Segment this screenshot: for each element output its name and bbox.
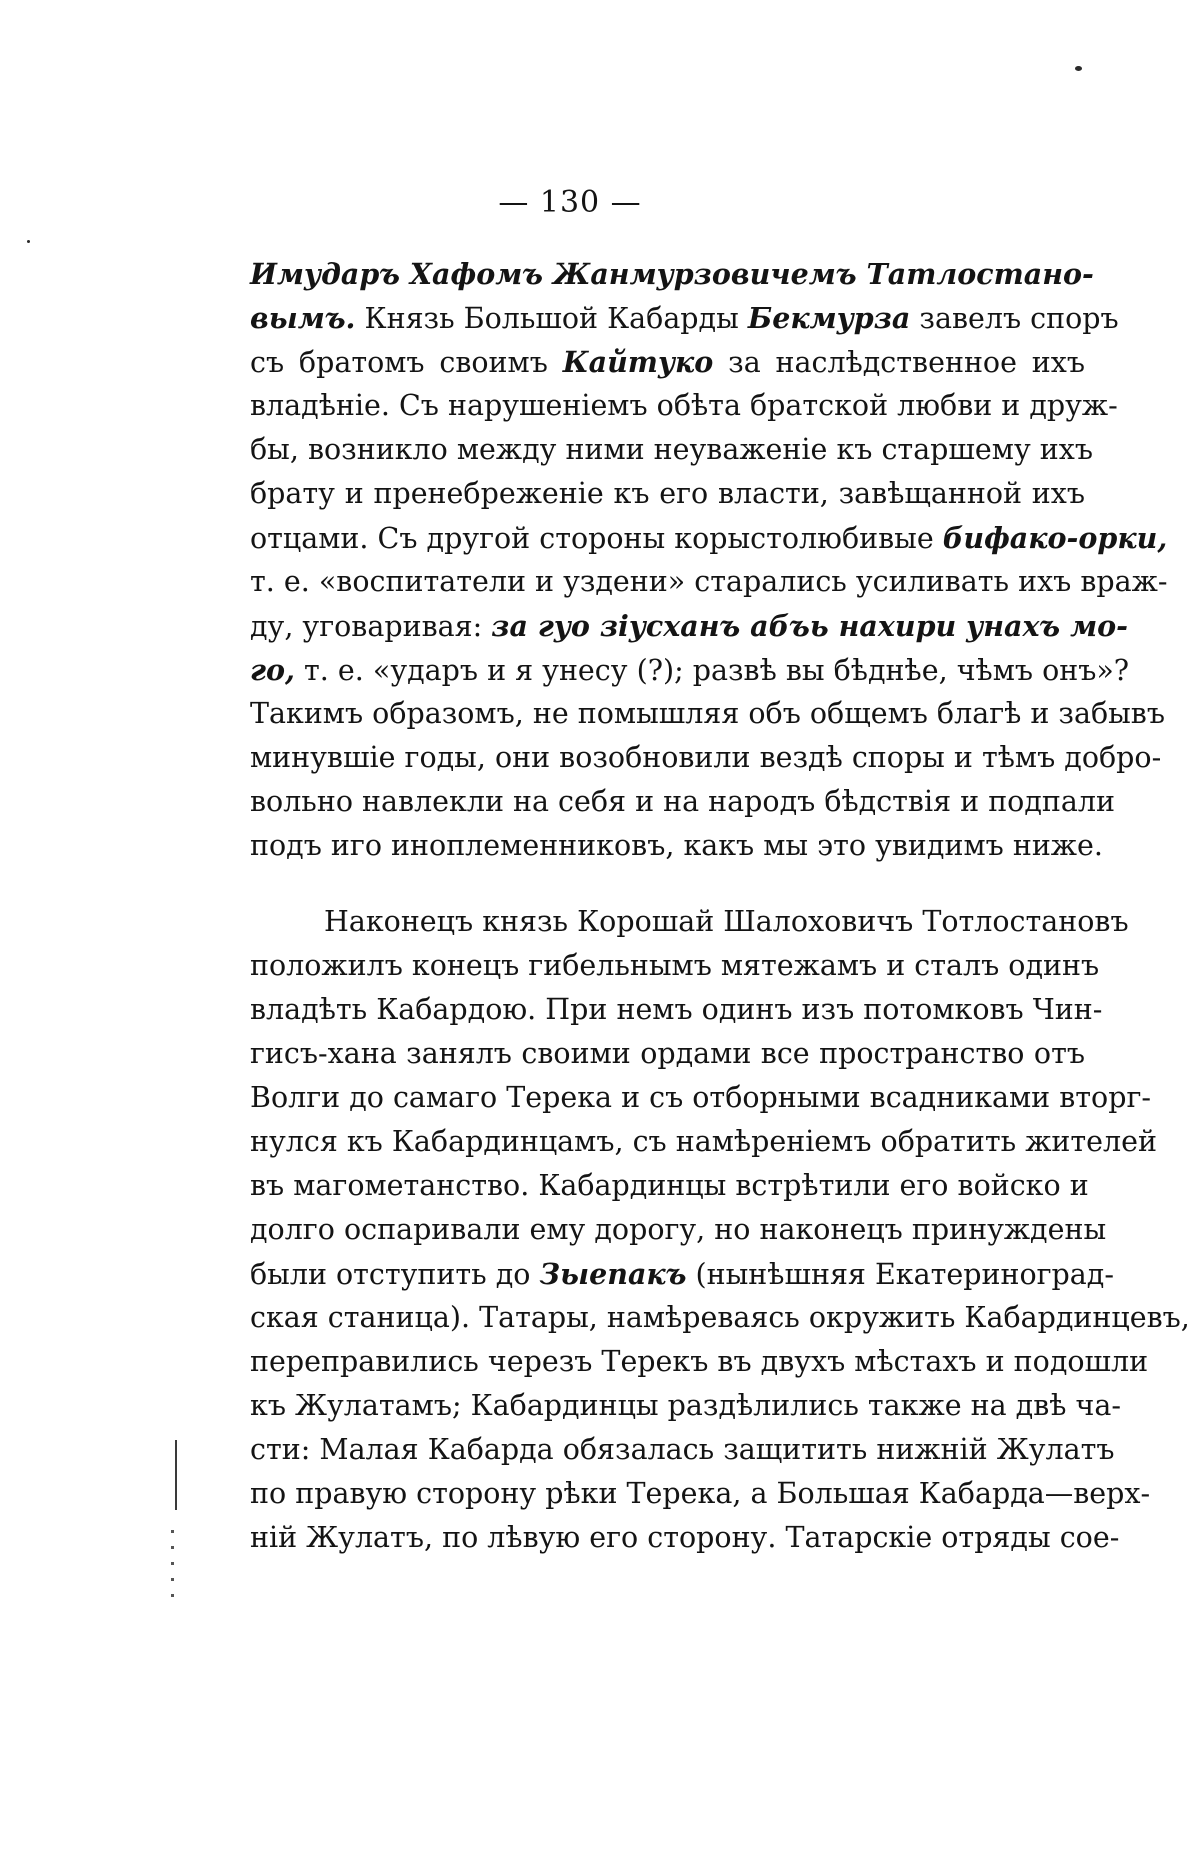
italic-term: Бекмурза <box>747 301 911 335</box>
text-segment: къ Жулатамъ; Кабардинцы раздѣлились также на двѣ ча- <box>250 1389 1121 1422</box>
text-segment: ская станица). Татары, намѣреваясь окружить Кабардинцевъ, <box>250 1301 1190 1334</box>
paragraph-1 <box>250 252 1168 868</box>
text-segment: ній Жулатъ, по лѣвую его сторону. Татарскіе отряды сое- <box>250 1521 1120 1554</box>
text-line <box>250 1120 1158 1164</box>
page-number: — 130 — <box>498 185 642 220</box>
margin-dots <box>171 1530 174 1600</box>
text-line <box>250 824 1103 868</box>
text-segment: завелъ споръ <box>910 302 1119 335</box>
italic-term: Зыепакъ <box>539 1257 687 1291</box>
text-segment: Такимъ образомъ, не помышляя объ общемъ благѣ и забывъ <box>250 697 1165 730</box>
text-segment: въ магометанство. Кабардинцы встрѣтили его войско и <box>250 1169 1089 1202</box>
text-line <box>250 604 1129 648</box>
text-line <box>250 1296 1190 1340</box>
text-line <box>250 1472 1151 1516</box>
text-line <box>250 780 1115 824</box>
text-line <box>250 1516 1120 1560</box>
ink-speck <box>1075 66 1082 71</box>
text-segment: переправились черезъ Терекъ въ двухъ мѣстахъ и подошли <box>250 1345 1149 1378</box>
text-segment: Наконецъ князь Корошай Шалоховичъ Тотлостановъ <box>324 905 1129 938</box>
text-line <box>250 296 1119 340</box>
text-line <box>250 1032 1085 1076</box>
margin-mark <box>175 1440 177 1510</box>
text-line <box>250 648 1130 692</box>
text-line <box>250 900 1129 944</box>
italic-term: вымъ. <box>250 301 356 335</box>
italic-term: го, <box>250 653 295 687</box>
text-segment: бы, возникло между ними неуваженіе къ старшему ихъ <box>250 433 1093 466</box>
text-line <box>250 1428 1115 1472</box>
text-segment: Князь Большой Кабарды <box>355 302 748 335</box>
text-line <box>250 1164 1089 1208</box>
text-segment: были отступить до <box>250 1258 540 1291</box>
text-line <box>250 384 1118 428</box>
text-segment: минувшіе годы, они возобновили вездѣ споры и тѣмъ добро- <box>250 741 1162 774</box>
text-segment: т. е. «воспитатели и уздени» старались усиливать ихъ враж- <box>250 565 1168 598</box>
italic-term: Имударъ Хафомъ Жанмурзовичемъ Татлостано- <box>250 257 1094 291</box>
text-segment: гисъ-хана занялъ своими ордами все пространство отъ <box>250 1037 1085 1070</box>
text-segment: за наслѣдственное ихъ <box>713 346 1085 379</box>
italic-term: за гуо зіусханъ абъь нахири унахъ мо- <box>491 609 1129 643</box>
text-line <box>250 428 1093 472</box>
text-line <box>250 1076 1152 1120</box>
text-segment: нулся къ Кабардинцамъ, съ намѣреніемъ обратить жителей <box>250 1125 1158 1158</box>
italic-term: Кайтуко <box>562 345 714 379</box>
text-segment: вольно навлекли на себя и на народъ бѣдствія и подпали <box>250 785 1115 818</box>
text-segment: отцами. Съ другой стороны корыстолюбивые <box>250 522 943 555</box>
text-segment: брату и пренебреженіе къ его власти, завѣщанной ихъ <box>250 477 1085 510</box>
text-segment: т. е. «ударъ и я унесу (?); развѣ вы бѣднѣе, чѣмъ онъ»? <box>294 654 1130 687</box>
text-segment: долго оспаривали ему дорогу, но наконецъ принуждены <box>250 1213 1107 1246</box>
text-segment: съ братомъ своимъ <box>250 346 563 379</box>
text-line <box>250 692 1165 736</box>
text-line <box>250 988 1103 1032</box>
text-segment: подъ иго иноплеменниковъ, какъ мы это увидимъ ниже. <box>250 829 1103 862</box>
text-segment: владѣніе. Съ нарушеніемъ обѣта братской любви и друж- <box>250 389 1118 422</box>
text-segment: ду, уговаривая: <box>250 610 492 643</box>
text-segment: Волги до самаго Терека и съ отборными всадниками вторг- <box>250 1081 1152 1114</box>
text-line <box>250 340 1085 384</box>
text-line <box>250 1340 1149 1384</box>
text-segment: владѣть Кабардою. При немъ одинъ изъ потомковъ Чин- <box>250 993 1103 1026</box>
text-segment: по правую сторону рѣки Терека, а Большая Кабарда—верх- <box>250 1477 1151 1510</box>
text-line <box>250 736 1162 780</box>
italic-term: бифако-орки, <box>942 521 1168 555</box>
text-line <box>250 1208 1107 1252</box>
ink-speck <box>27 240 30 243</box>
text-segment: (нынѣшняя Екатериноград- <box>686 1258 1114 1291</box>
text-segment: положилъ конецъ гибельнымъ мятежамъ и сталъ одинъ <box>250 949 1100 982</box>
text-line <box>250 1384 1121 1428</box>
text-segment: сти: Малая Кабарда обязалась защитить нижній Жулатъ <box>250 1433 1115 1466</box>
text-line <box>250 560 1168 604</box>
paragraph-2 <box>250 900 1190 1560</box>
text-line <box>250 472 1085 516</box>
text-line <box>250 1252 1114 1296</box>
text-line <box>250 944 1100 988</box>
text-line <box>250 252 1094 296</box>
text-line <box>250 516 1168 560</box>
